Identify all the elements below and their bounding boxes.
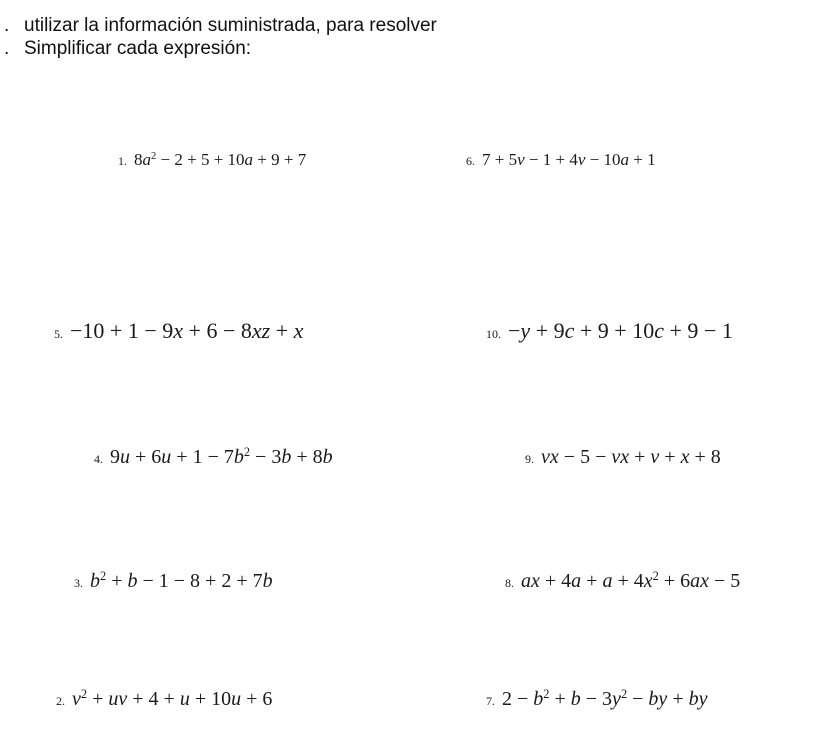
- instruction-text: Simplificar cada expresión:: [24, 38, 252, 59]
- exercise-4: [94, 446, 333, 469]
- exercise-number: 6.: [466, 154, 475, 168]
- exercise-expression: 7 + 5v − 1 + 4v − 10a + 1: [482, 150, 656, 169]
- exercise-1: [118, 150, 306, 170]
- exercise-number: 8.: [505, 576, 514, 590]
- exercise-2: [56, 688, 272, 711]
- exercise-expression: $v^2$ + uv + 4 + u + 10u + 6: [72, 687, 273, 710]
- exercise-number: 5.: [54, 327, 63, 341]
- instruction-line: [4, 37, 437, 60]
- exercise-expression: $2 - b^2 + b - 3y^2$ − by + by: [502, 687, 708, 710]
- exercise-expression: vx − 5 − vx + v + x + 8: [541, 446, 721, 468]
- exercise-number: 7.: [486, 694, 495, 708]
- exercise-number: 2.: [56, 694, 65, 708]
- exercise-expression: $9u + 6u + 1 - 7b^2 - 3b + 8b$: [110, 445, 333, 468]
- exercise-expression: $8a^2 - 2 + 5 + 10a + 9 + 7$: [134, 150, 307, 169]
- instruction-bullet: .: [4, 38, 10, 59]
- exercise-number: 10.: [486, 327, 501, 341]
- exercise-number: 9.: [525, 452, 534, 466]
- exercise-9: [525, 446, 721, 469]
- exercise-6: [466, 150, 656, 170]
- exercise-expression: −10 + 1 − 9x + 6 − 8xz + x: [70, 318, 304, 343]
- exercise-5: [54, 318, 303, 344]
- exercise-3: [74, 570, 273, 593]
- exercise-number: 4.: [94, 452, 103, 466]
- exercise-expression: −y + 9c + 9 + 10c + 9 − 1: [508, 318, 733, 343]
- instruction-bullet: .: [4, 15, 10, 36]
- exercise-number: 1.: [118, 154, 127, 168]
- exercise-10: [486, 318, 733, 344]
- exercise-expression: ax + $4a + a + 4x^2 + 6ax - 5$: [521, 569, 741, 592]
- instruction-text: utilizar la información suministrada, para resolver: [24, 15, 437, 36]
- exercise-7: [486, 688, 707, 711]
- exercise-expression: $b^2 + b - 1 - 8 + 2 + 7b$: [90, 569, 273, 592]
- exercise-number: 3.: [74, 576, 83, 590]
- exercise-8: [505, 570, 740, 593]
- instructions: [4, 14, 437, 60]
- instruction-line: [4, 14, 437, 37]
